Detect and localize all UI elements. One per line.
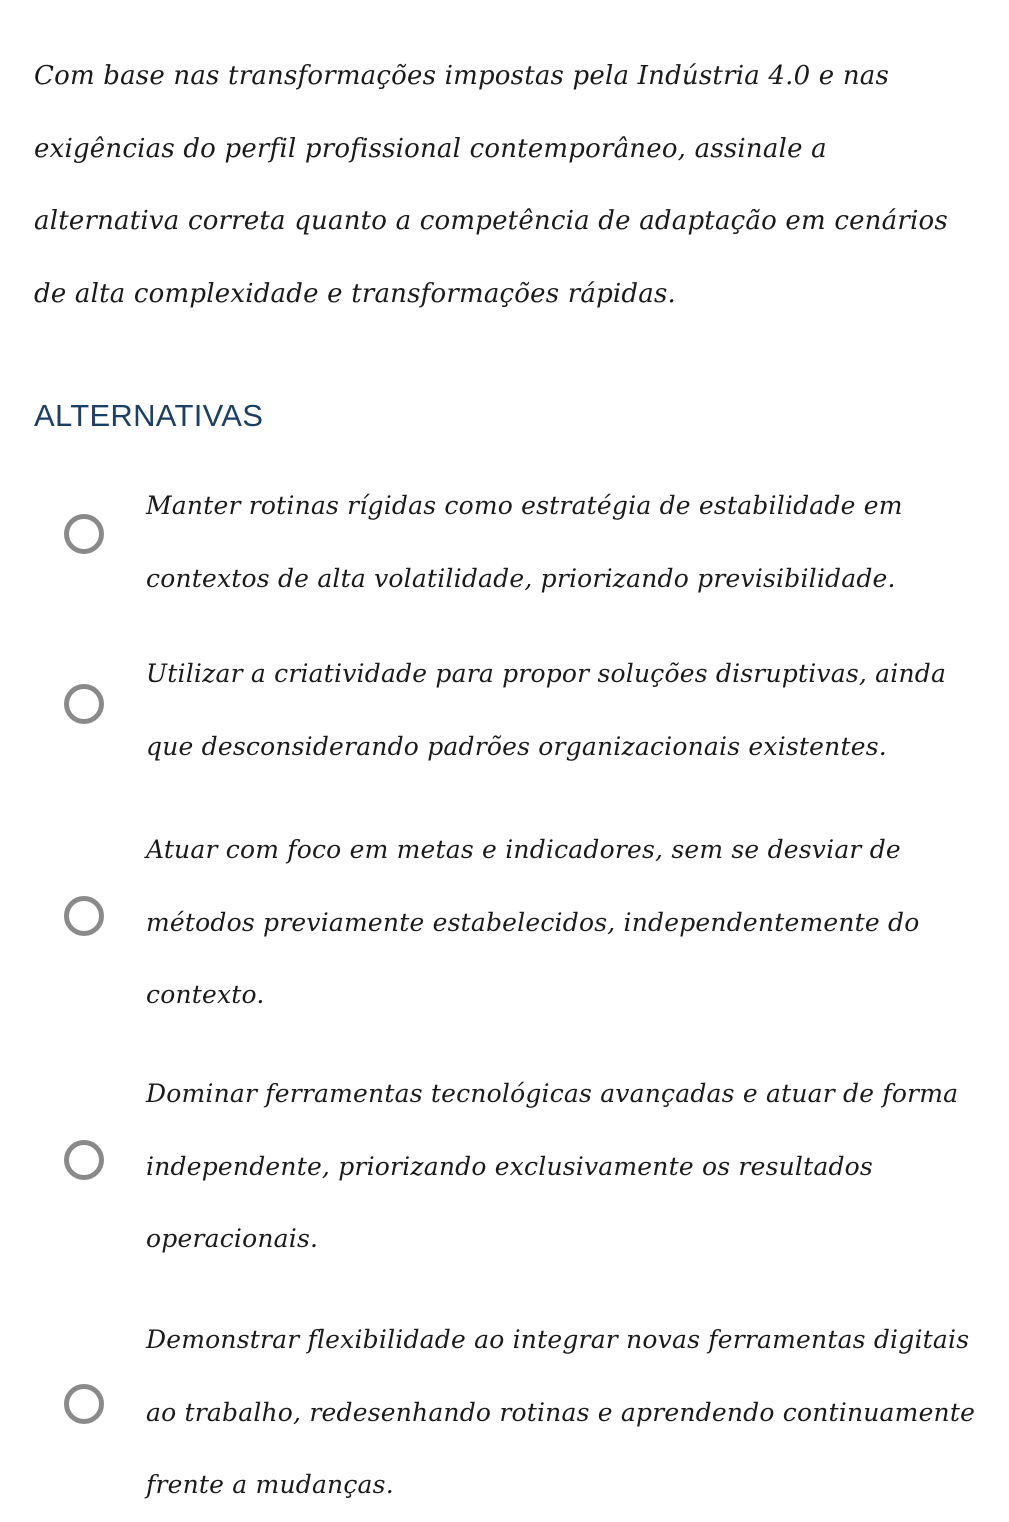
radio-button-d[interactable] [64,1140,104,1180]
alternative-option-a[interactable] [0,470,1009,620]
radio-button-b[interactable] [64,684,104,724]
radio-button-c[interactable] [64,896,104,936]
alternative-text-b[interactable]: Utilizar a criatividade para propor soluções disruptivas, ainda que desconsiderando padrões organizacionais existentes. [146,659,947,761]
alternative-option-d[interactable] [0,1058,1009,1278]
alternative-text-a[interactable]: Manter rotinas rígidas como estratégia de estabilidade em contextos de alta volatilidade, priorizando previsibilidade. [146,491,903,593]
radio-button-a[interactable] [64,514,104,554]
alternative-option-b[interactable] [0,638,1009,788]
alternative-option-c[interactable] [0,814,1009,1034]
alternatives-heading: ALTERNATIVAS [34,398,264,433]
alternative-text-d[interactable]: Dominar ferramentas tecnológicas avançadas e atuar de forma independente, priorizando exclusivamente os resultados operacionais. [146,1079,959,1253]
question-text: Com base nas transformações impostas pela Indústria 4.0 e nas exigências do perfil profissional contemporâneo, assinale a alternativa correta quanto a competência de adaptação em cenários de alta complexidade e transformações rápidas. [34,61,948,309]
alternative-text-c[interactable]: Atuar com foco em metas e indicadores, sem se desviar de métodos previamente estabelecidos, independentemente do contexto. [146,835,920,1009]
alternative-text-e[interactable]: Demonstrar flexibilidade ao integrar novas ferramentas digitais ao trabalho, redesenhando rotinas e aprendendo continuamente frente a mudanças. [146,1325,976,1499]
radio-button-e[interactable] [64,1384,104,1424]
alternative-option-e[interactable] [0,1304,1009,1511]
